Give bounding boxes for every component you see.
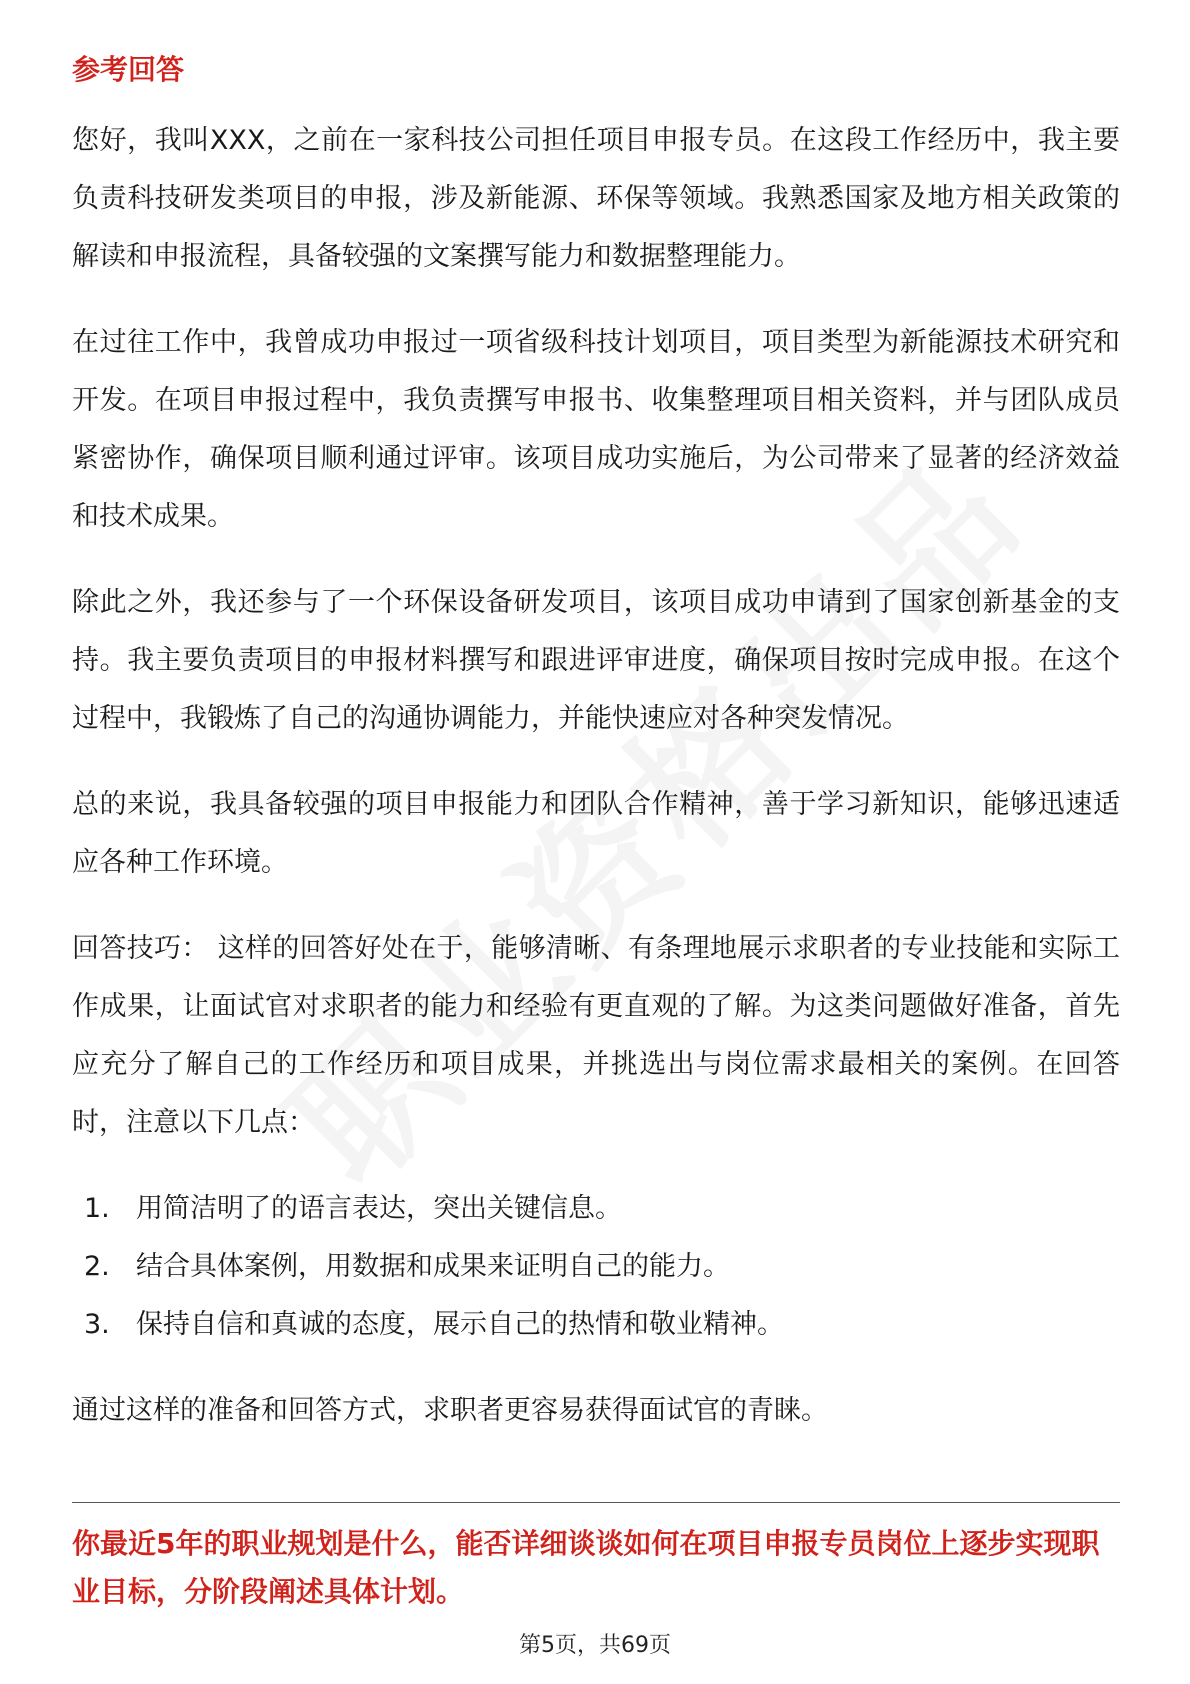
paragraph-other-project: 除此之外，我还参与了一个环保设备研发项目，该项目成功申请到了国家创新基金的支持。我主要负责项目的申报材料撰写和跟进评审进度，确保项目按时完成申报。在这个过程中，我锻炼了自己的沟通协调能力，并能快速应对各种突发情况。 [72,587,1120,734]
list-item-text: 用简洁明了的语言表达，突出关键信息。 [136,1193,622,1224]
section-divider [72,1502,1120,1503]
list-item [72,1180,1120,1238]
list-item-number: 1. [84,1193,110,1224]
list-item-number: 3. [84,1309,110,1340]
paragraph-past-work: 在过往工作中，我曾成功申报过一项省级科技计划项目，项目类型为新能源技术研究和开发。在项目申报过程中，我负责撰写申报书、收集整理项目相关资料，并与团队成员紧密协作，确保项目顺利通过评审。该项目成功实施后，为公司带来了显著的经济效益和技术成果。 [72,327,1120,532]
list-item-text: 结合具体案例，用数据和成果来证明自己的能力。 [136,1251,730,1282]
section-heading: 参考回答 [72,53,185,86]
tips-list [72,1180,1120,1354]
list-item-text: 保持自信和真诚的态度，展示自己的热情和敬业精神。 [136,1309,784,1340]
next-question: 你最近5年的职业规划是什么，能否详细谈谈如何在项目申报专员岗位上逐步实现职业目标，分阶段阐述具体计划。 [72,1527,1100,1608]
paragraph-answer-tips: 回答技巧： 这样的回答好处在于，能够清晰、有条理地展示求职者的专业技能和实际工作成果，让面试官对求职者的能力和经验有更直观的了解。为这类问题做好准备，首先应充分了解自己的工作经历和项目成果，并挑选出与岗位需求最相关的案例。在回答时，注意以下几点： [72,933,1120,1138]
list-item [72,1238,1120,1296]
paragraph-closing: 通过这样的准备和回答方式，求职者更容易获得面试官的青睐。 [72,1395,828,1426]
list-item-number: 2. [84,1251,110,1282]
answer-section [72,48,1120,1468]
page-footer: 第5页，共69页 [519,1633,671,1658]
list-item [72,1296,1120,1354]
paragraph-intro: 您好，我叫XXX，之前在一家科技公司担任项目申报专员。在这段工作经历中，我主要负责科技研发类项目的申报，涉及新能源、环保等领域。我熟悉国家及地方相关政策的解读和申报流程，具备较强的文案撰写能力和数据整理能力。 [72,125,1120,272]
paragraph-summary: 总的来说，我具备较强的项目申报能力和团队合作精神，善于学习新知识，能够迅速适应各种工作环境。 [72,789,1120,878]
